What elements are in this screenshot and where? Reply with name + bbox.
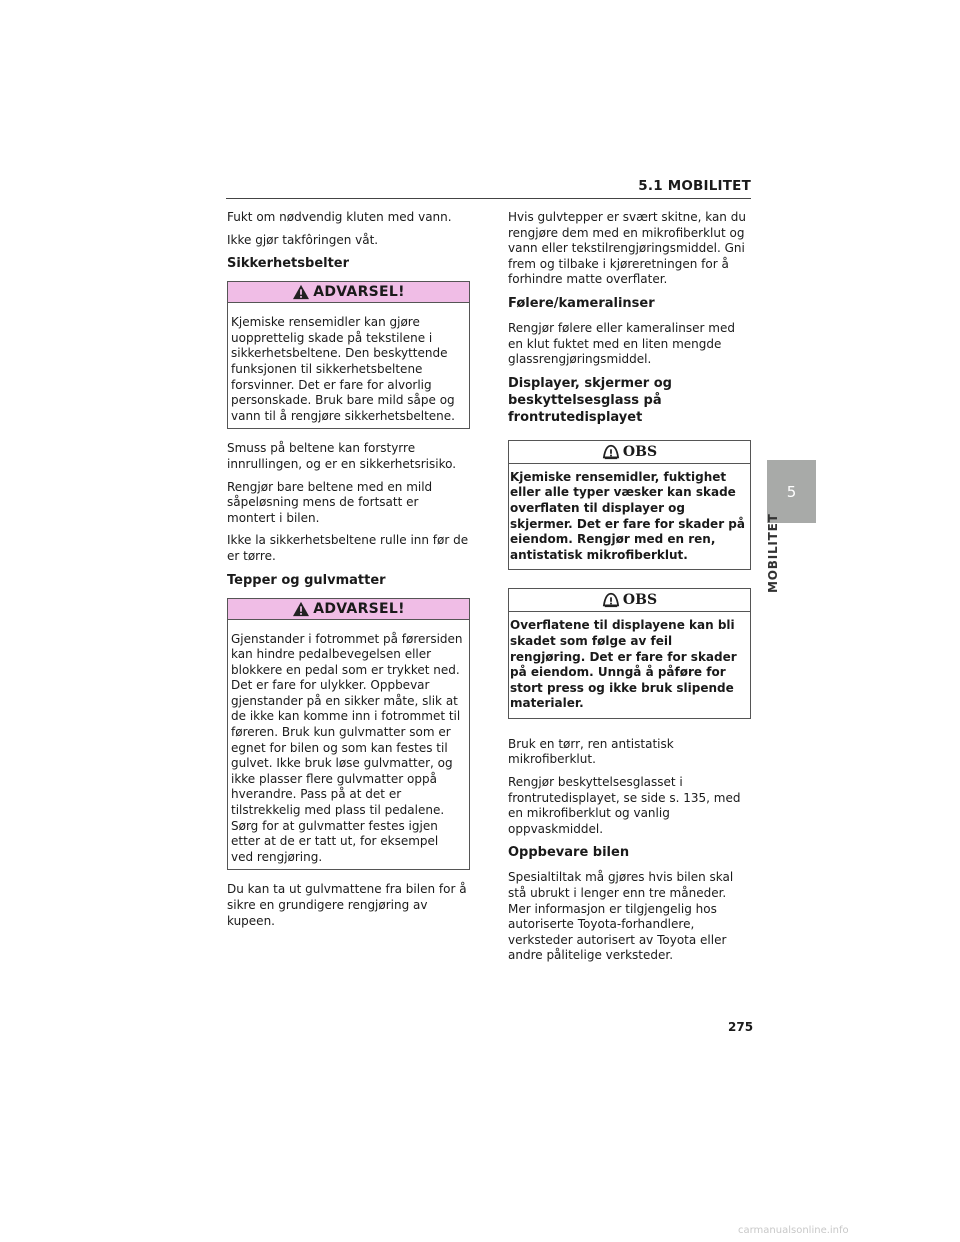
paragraph: Spesialtiltak må gjøres hvis bilen skal stå ubrukt i lenger enn tre måneder. Mer informasjon er tilgjengelig hos autoriserte Toyota-forhandlere, verksteder autorisert av Toyota eller andre pålitelige verksteder.: [508, 870, 734, 963]
paragraph: Rengjør bare beltene med en mild såpeløsning mens de fortsatt er montert i bilen.: [227, 479, 433, 525]
notice-title: OBS: [622, 592, 658, 609]
paragraph: Rengjør følere eller kameralinser med en klut fuktet med en liten mengde glassrengjøringsmiddel.: [508, 320, 735, 367]
notice-text: Overflatene til displayene kan bli skadet som følge av feil rengjøring. Det er fare for skader på eiendom. Unngå å påføre for stort press og ikke bruk slipende materialer.: [510, 618, 737, 711]
warning-triangle-icon: [292, 601, 310, 617]
warning-header: [227, 598, 470, 620]
right-column: [508, 210, 751, 971]
warning-text: Gjenstander i fotrommet på førersiden kan hindre pedalbevegelsen eller blokkere en pedal som er trykket ned. Det er fare for ulykker. Oppbevar gjenstander på en sikker måte, slik at de ikke kan komme inn i fotrommet til føreren. Bruk kun gulvmatter som er egnet for bilen og som kan festes til gulvet. Ikke bruk løse gulvmatter, og ikke plasser flere gulvmatter oppå hverandre. Pass på at det er tilstrekkelig med plass til pedalene. Sørg for at gulvmatter festes igjen etter at de er tatt ut, for eksempel ved rengjøring.: [231, 631, 463, 864]
notice-header: [509, 589, 750, 612]
heading-sensors: Følere/kameralinser: [508, 295, 655, 311]
notice-text: Kjemiske rensemidler, fuktighet eller alle typer væsker kan skade overflaten til displayer og skjermer. Det er fare for skader på eiendom. Rengjør med en ren, antistatisk mikrofiberklut.: [510, 469, 745, 562]
paragraph: Ikke la sikkerhetsbeltene rulle inn før de er tørre.: [227, 533, 469, 563]
paragraph: Rengjør beskyttelsesglasset i frontrutedisplayet, se side s. 135, med en mikrofiberklut og vanlig oppvaskmiddel.: [508, 775, 741, 836]
section-title: 5.1 MOBILITET: [638, 178, 751, 194]
warning-text: Kjemiske rensemidler kan gjøre uopprettelig skade på tekstilene i sikkerhetsbeltene. Den beskyttende funksjonen til sikkerhetsbeltene forsvinner. Det er fare for alvorlig personskade. Bruk bare mild såpe og vann til å rengjøre sikkerhetsbeltene.: [231, 315, 455, 423]
heading-storage: Oppbevare bilen: [508, 845, 630, 861]
chapter-label: MOBILITET: [766, 513, 780, 593]
notice-box: [508, 588, 751, 719]
page-header: [226, 178, 751, 199]
warning-triangle-icon: [292, 284, 310, 300]
page-number: 275: [728, 1020, 754, 1034]
warning-title: ADVARSEL!: [313, 600, 405, 617]
paragraph: Smuss på beltene kan forstyrre innrullingen, og er en sikkerhetsrisiko.: [227, 441, 457, 471]
paragraph: Hvis gulvtepper er svært skitne, kan du rengjøre dem med en mikrofiberklut og vann eller tekstilrengjøringsmiddel. Gni frem og tilbake i kjøreretningen for å forhindre matte overflater.: [508, 210, 746, 287]
notice-icon: [602, 592, 620, 608]
notice-title: OBS: [622, 443, 658, 460]
chapter-number: 5: [786, 482, 797, 501]
notice-icon: [602, 444, 620, 460]
notice-box: [508, 440, 751, 571]
heading-carpets: Tepper og gulvmatter: [227, 572, 386, 588]
notice-header: [509, 441, 750, 464]
warning-title: ADVARSEL!: [313, 284, 405, 301]
paragraph: Bruk en tørr, ren antistatisk mikrofiberklut.: [508, 736, 674, 767]
heading-displays: Displayer, skjermer og beskyttelsesglass på frontrutedisplayet: [508, 375, 672, 425]
warning-box: [227, 281, 470, 429]
warning-box: [227, 598, 470, 871]
paragraph: Ikke gjør takfôringen våt.: [227, 232, 379, 247]
paragraph: Fukt om nødvendig kluten med vann.: [227, 210, 452, 224]
heading-seatbelts: Sikkerhetsbelter: [227, 256, 350, 272]
paragraph: Du kan ta ut gulvmattene fra bilen for å sikre en grundigere rengjøring av kupeen.: [227, 882, 467, 928]
left-column: [227, 210, 470, 936]
watermark: carmanualsonline.info: [738, 1225, 849, 1236]
warning-header: [227, 281, 470, 303]
